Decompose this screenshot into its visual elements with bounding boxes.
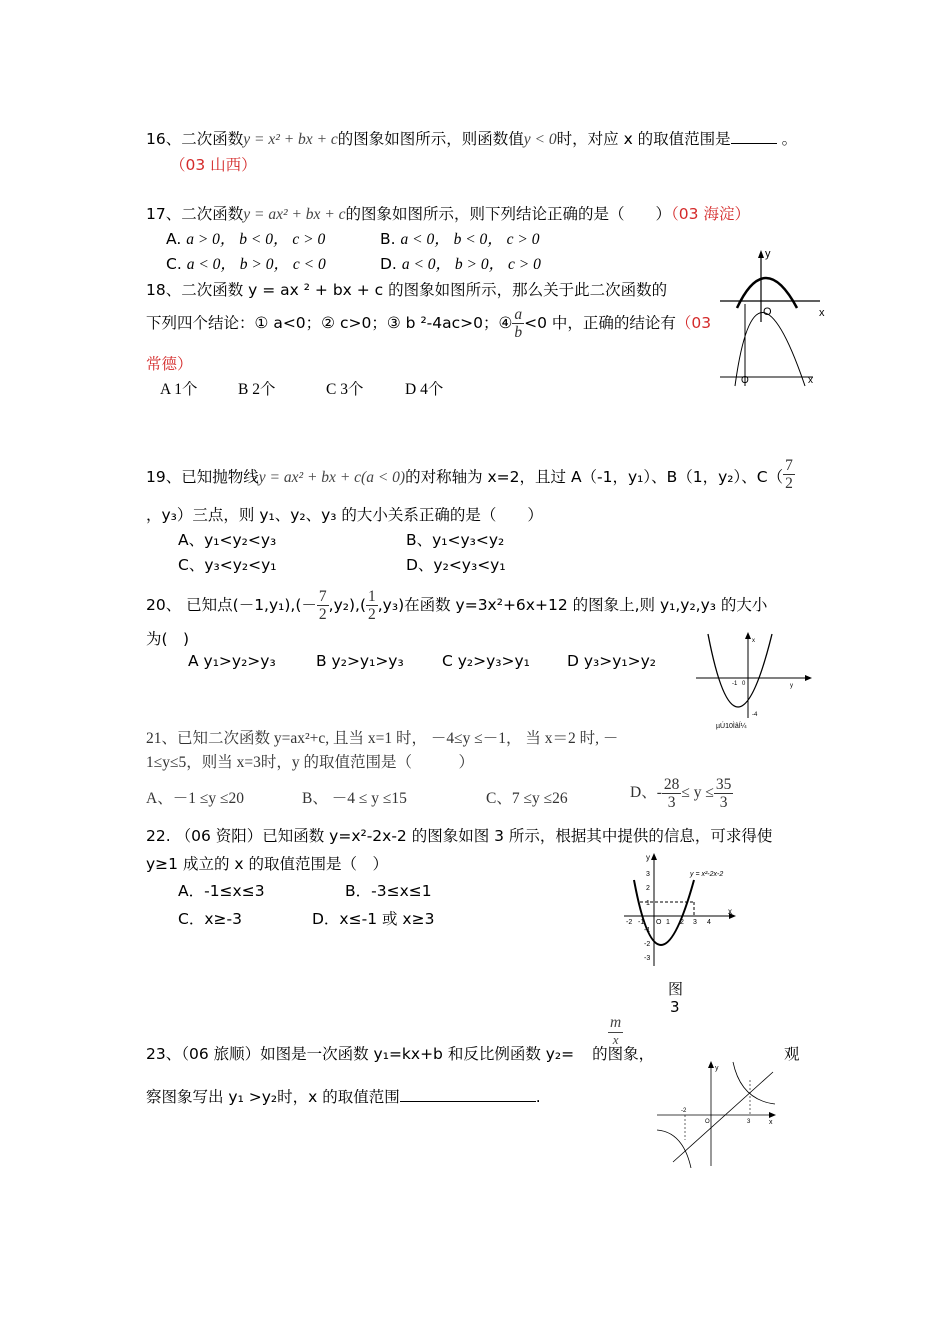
fig23-label-3: 3 [747, 1119, 751, 1125]
q21-line2: 1≤y≤5，则当 x=3时，y 的取值范围是（ ） [146, 754, 475, 771]
q20-p3: ,y₃)在函数 y=3x²+6x+12 的图象上,则 y₁,y₂,y₃ 的大小 [377, 596, 768, 615]
fig22-tick-x3: 3 [693, 919, 697, 926]
fig23-y-arrow [708, 1061, 714, 1068]
q16-formula: y = x² + bx + c [243, 131, 338, 148]
fig20-x-arrow [805, 675, 812, 681]
q19-line1 [146, 457, 795, 493]
q17-option-d-text: a < 0， b > 0， c > 0 [401, 256, 541, 273]
q20-fraction-2 [366, 588, 378, 623]
q22-option-c: C．x≥-3 [178, 910, 242, 928]
q17-option-c [166, 252, 326, 274]
q19-fraction [783, 457, 795, 492]
q18-fraction [512, 306, 524, 341]
q23-line1-text: 23、（06 旅顺）如图是一次函数 y₁=kx+b 和反比例函数 y₂= [146, 1045, 575, 1063]
q21-option-b: B、 －4 ≤ y ≤15 [302, 790, 407, 807]
q20-figure [694, 630, 814, 730]
q16-condition: y < 0 [523, 131, 557, 148]
q21-d-f1-den: 3 [667, 794, 676, 812]
q20-line1 [146, 588, 767, 623]
q21-d-f2-den: 3 [719, 794, 728, 812]
q20-p2: ,y₂),( [328, 596, 366, 615]
q22-option-a: A．-1≤x≤3 [178, 882, 265, 900]
fig23-line-y1 [673, 1072, 773, 1162]
q19-suffix: 的对称轴为 x=2，且过 A（-1，y₁）、B（1，y₂）、C（ [405, 468, 784, 487]
fig23-label-x: x [769, 1119, 773, 1126]
fig22-tick-ym1: -1 [644, 927, 651, 934]
q17-option-b-label: B. [380, 230, 396, 248]
fig22-tick-xm2: -2 [626, 919, 633, 926]
q19-frac-num: 7 [785, 457, 793, 474]
q17-option-a-label: A. [166, 230, 182, 248]
fig18-label-o2: O [741, 375, 749, 386]
fig23-label-o: O [705, 1119, 710, 1125]
fig22-tick-xm1: -1 [638, 919, 645, 926]
q19-prefix: 19、已知抛物线 [146, 468, 259, 487]
q21-d-mid: ≤ y ≤ [681, 784, 714, 802]
fig22-y-arrow [651, 853, 657, 860]
q23-line2-text: 察图象写出 y₁ >y₂时，x 的取值范围 [146, 1088, 400, 1106]
q17-option-b-text: a < 0， b < 0， c > 0 [400, 231, 540, 248]
q18-option-b: B 2个 [238, 381, 276, 398]
q18-option-d: D 4个 [405, 381, 444, 398]
q17-option-b [380, 227, 540, 249]
q17-mid: 的图象如图所示，则下列结论正确的是（ ） [345, 205, 672, 223]
q18-frac-den: b [514, 324, 523, 342]
q20-f2-den: 2 [368, 606, 376, 624]
q22-option-b: B．-3≤x≤1 [345, 882, 432, 900]
q23-end: . [535, 1088, 541, 1106]
fig20-y-arrow [745, 632, 751, 639]
q18-source-b: 常德） [146, 355, 193, 373]
q17-formula: y = ax² + bx + c [243, 206, 346, 223]
q20-p1: 20、 已知点(－1,y₁),(－ [146, 596, 317, 615]
q21-d-fraction-1 [662, 776, 682, 811]
q21-option-a: A、－1 ≤y ≤20 [146, 790, 244, 807]
q20-f2-num: 1 [368, 588, 376, 605]
q20-option-d: D y₃>y₁>y₂ [567, 652, 656, 670]
fig22-tick-y2: 2 [646, 885, 650, 892]
q19-option-b: B、y₁<y₃<y₂ [406, 531, 505, 549]
fig18-parabola-top [737, 278, 797, 308]
q23-frac-den: x [612, 1031, 619, 1047]
fig22-tick-x4: 4 [707, 919, 711, 926]
q23-line2 [146, 1085, 541, 1107]
q22-figure-caption-2: 3 [670, 998, 680, 1016]
fig20-label-x: x [752, 638, 755, 644]
q17-option-c-text: a < 0， b > 0， c < 0 [186, 256, 326, 273]
fig20-caption: µÚ10ÌâÍ¼ [716, 723, 747, 730]
q18-line2-prefix: 下列四个结论：① a<0；② c>0；③ b ²-4ac>0；④ [146, 314, 513, 333]
fig22-graph-label: y = x²-2x-2 [690, 871, 724, 878]
q18-line2-suffix: <0 中，正确的结论有 [524, 314, 676, 333]
q18-option-a: A 1个 [160, 381, 198, 398]
q21-option-d [630, 776, 733, 811]
q23-line1-end: 的图象， [592, 1045, 655, 1063]
q18-source-a: （03 [675, 314, 712, 333]
q20-option-a: A y₁>y₂>y₃ [188, 652, 276, 670]
fig18-label-o: O [763, 306, 772, 318]
fig23-hyperbola-right [733, 1062, 775, 1104]
fig23-label-y: y [715, 1065, 719, 1072]
fig20-label-y: y [790, 683, 793, 689]
q16-end: 。 [781, 130, 798, 148]
q20-fraction-1 [317, 588, 329, 623]
q16-suffix: 时，对应 x 的取值范围是 [556, 130, 731, 148]
q21-option-c: C、7 ≤y ≤26 [486, 790, 568, 807]
q23-frac-num: m [610, 1014, 622, 1031]
q22-option-d: D．x≤-1 或 x≥3 [312, 910, 435, 928]
q17-option-d [380, 252, 541, 274]
q17-prefix: 17、二次函数 [146, 205, 244, 223]
fig20-label-zero: 0 [742, 681, 746, 687]
q19-line2: ，y₃）三点，则 y₁、y₂、y₃ 的大小关系正确的是（ ） [146, 506, 543, 524]
q18-line2 [146, 306, 711, 341]
fig22-label-y: y [646, 853, 650, 862]
q16-source: （03 山西） [170, 156, 257, 174]
fig22-tick-o: O [656, 919, 662, 926]
q20-option-c: C y₂>y₃>y₁ [442, 652, 530, 670]
q20-f1-den: 2 [318, 606, 327, 624]
fig18-label-x2: x [808, 375, 813, 386]
fig18-y-arrow [758, 250, 764, 258]
fig18-label-x: x [819, 307, 825, 319]
q20-f1-num: 7 [318, 588, 327, 605]
q17-option-a [166, 227, 325, 249]
q22-figure [618, 850, 768, 970]
fig22-tick-y1: 1 [646, 900, 650, 907]
q19-option-d: D、y₂<y₃<y₁ [406, 556, 506, 574]
fig18-label-y: y [765, 248, 771, 260]
q17-option-d-label: D. [380, 255, 397, 273]
fig20-parabola [708, 634, 772, 707]
fig20-label-m4: -4 [752, 712, 758, 718]
fig23-hyperbola-left [657, 1130, 691, 1168]
q17-option-c-label: C. [166, 255, 182, 273]
q16-mid: 的图象如图所示，则函数值 [337, 130, 524, 148]
q16-prefix: 16、二次函数 [146, 130, 244, 148]
q19-option-a: A、y₁<y₂<y₃ [178, 531, 277, 549]
q23-figure [655, 1058, 780, 1168]
fig23-x-arrow [769, 1112, 776, 1118]
fig23-label-m2: -2 [681, 1108, 687, 1114]
fig20-label-m1: -1 [732, 681, 738, 687]
fig22-parabola [634, 880, 694, 945]
fig22-label-x: x [728, 907, 732, 916]
fig22-tick-x2: 2 [680, 919, 684, 926]
q23-line1 [146, 1042, 654, 1064]
q18-figure [715, 244, 835, 394]
q19-frac-den: 2 [785, 475, 793, 493]
q23-answer-blank [400, 1087, 536, 1102]
fig22-tick-x1: 1 [666, 919, 670, 926]
q21-d-fraction-2 [714, 776, 734, 811]
q20-line2: 为( ) [146, 630, 190, 648]
q21-d-f2-num: 35 [715, 776, 732, 793]
q21-line1: 21、已知二次函数 y=ax²+c, 且当 x=1 时， －4≤y ≤－1， 当 x＝2 时, － [146, 730, 619, 747]
fig22-tick-y3: 3 [646, 871, 650, 878]
q20-option-b: B y₂>y₁>y₃ [316, 652, 404, 670]
q22-line2: y≥1 成立的 x 的取值范围是（ ） [146, 855, 388, 873]
q17-source: （03 海淀） [671, 205, 750, 223]
q18-option-c: C 3个 [326, 381, 364, 398]
q16-answer-blank [731, 129, 777, 144]
fig22-tick-ym2: -2 [644, 941, 651, 948]
q19-formula: y = ax² + bx + c(a < 0) [258, 469, 406, 487]
q16-line1 [146, 127, 797, 149]
fig22-tick-ym3: -3 [644, 955, 651, 962]
q22-figure-caption-1: 图 [668, 980, 684, 998]
q18-frac-num: a [514, 306, 523, 323]
q18-line1: 18、二次函数 y = ax ² + bx + c 的图象如图所示，那么关于此二次函数的 [146, 281, 668, 299]
q22-line1: 22. （06 资阳）已知函数 y=x²-2x-2 的图象如图 3 所示，根据其中提供的信息，可求得使 [146, 827, 773, 845]
q17-line1 [146, 202, 750, 224]
q19-option-c: C、y₃<y₂<y₁ [178, 556, 277, 574]
q17-option-a-text: a > 0， b < 0， c > 0 [186, 231, 326, 248]
q21-d-prefix: D、- [630, 784, 662, 802]
q23-observe: 观 [784, 1045, 800, 1063]
q21-d-f1-num: 28 [663, 776, 680, 793]
